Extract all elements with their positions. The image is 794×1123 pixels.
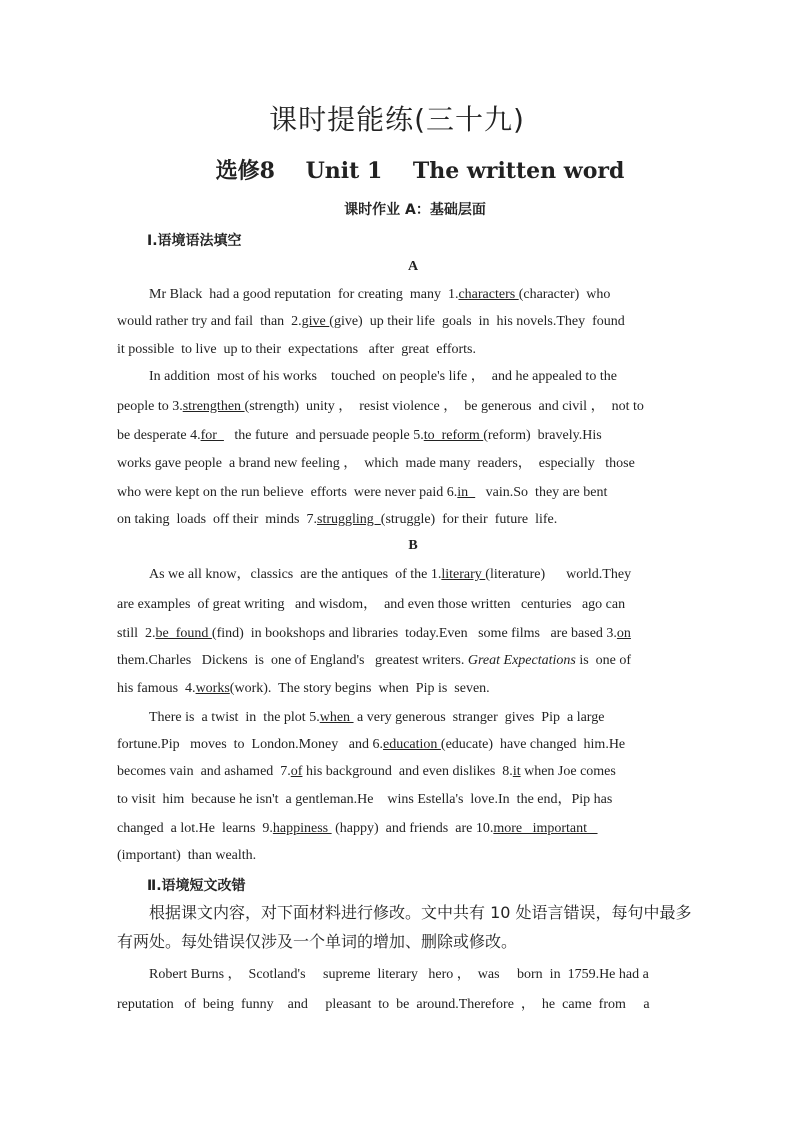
subtitle-unit: Unit 1 <box>305 158 383 184</box>
passage-text: a very generous stranger gives Pip a large <box>353 710 605 725</box>
answer-blank: on <box>616 626 631 641</box>
answer-blank: to reform <box>423 428 484 443</box>
passage-text: (strength) unity ， resist violence ， be generous and civil ， not to <box>244 399 644 414</box>
passage-line <box>117 341 677 359</box>
passage-line <box>117 820 677 838</box>
passage-text: fortune.Pip moves to London.Money and 6. <box>117 737 383 752</box>
passage-text: the future and persuade people 5. <box>223 428 424 443</box>
answer-blank: strengthen <box>182 399 245 414</box>
answer-blank: education <box>382 737 441 752</box>
passage-text: (struggle) for their future life. <box>380 512 558 527</box>
section1-heading: Ⅰ.语境语法填空 <box>147 233 242 249</box>
passage-text: (educate) have changed him.He <box>440 737 626 752</box>
passage-text: (character) who <box>518 287 611 302</box>
answer-blank: for <box>200 428 224 443</box>
instruction-line: 有两处。每处错误仅涉及一个单词的增加、删除或修改。 <box>117 932 518 951</box>
answer-blank: be found <box>155 626 212 641</box>
answer-blank: it <box>512 764 521 779</box>
passage-text: (reform) bravely.His <box>483 428 602 443</box>
answer-blank: give <box>301 314 330 329</box>
passage-text: who were kept on the run believe efforts were never paid 6. <box>117 485 458 500</box>
passage-line <box>149 368 677 386</box>
answer-blank: of <box>290 764 303 779</box>
passage-line <box>117 313 677 331</box>
partB-letter: B <box>408 538 418 553</box>
passage-line <box>117 511 677 529</box>
passage-line <box>117 847 677 865</box>
passage-line <box>117 484 677 502</box>
passage-line <box>117 455 677 473</box>
answer-blank: in <box>457 485 476 500</box>
passage-text: works gave people a brand new feeling ， which made many readers， especially those <box>117 456 635 471</box>
passage-text: vain.So they are bent <box>475 485 608 500</box>
partA-letter: A <box>407 259 419 274</box>
page-subtitle <box>0 154 794 185</box>
answer-blank: more important <box>493 821 598 836</box>
passage-line <box>117 791 677 809</box>
answer-blank: works <box>195 681 230 696</box>
passage-text: (work). The story begins when Pip is seven. <box>229 681 490 696</box>
passage-text: to visit him because he isn't a gentleman.He wins Estella's love.In the end，Pip has <box>117 792 613 807</box>
passage-text: on taking loads off their minds 7. <box>117 512 317 527</box>
passage-line <box>117 652 677 670</box>
passage-line <box>117 427 677 445</box>
page-title: 课时提能练(三十九) <box>269 103 525 136</box>
subtitle-module: 选修8 <box>215 158 275 184</box>
answer-blank: happiness <box>272 821 332 836</box>
passage-text: be desperate 4. <box>117 428 201 443</box>
homework-label: 课时作业 A：基础层面 <box>344 202 486 218</box>
answer-blank: when <box>319 710 354 725</box>
passage-line <box>149 286 677 304</box>
passage-text: In addition most of his works touched on people's life ， and he appealed to the <box>149 369 617 384</box>
subtitle-topic: The written word <box>412 158 625 184</box>
answer-blank: literary <box>441 567 486 582</box>
passage-text: Mr Black had a good reputation for creating many 1. <box>149 287 459 302</box>
passage-text: (literature) world.They <box>485 567 632 582</box>
passage-text: them.Charles Dickens is one of England's greatest writers. <box>117 653 468 668</box>
passage-text: (happy) and friends are 10. <box>331 821 494 836</box>
passage-text: As we all know，classics are the antiques of the 1. <box>149 567 442 582</box>
passage-line <box>117 736 677 754</box>
passage-text: his famous 4. <box>117 681 196 696</box>
book-title: Great Expectations <box>467 653 576 668</box>
passage-text: when Joe comes <box>520 764 616 779</box>
passage-line: Robert Burns ， Scotland's supreme literary hero ， was born in 1759.He had a <box>149 967 649 982</box>
passage-line <box>117 680 677 698</box>
passage-line <box>149 566 677 584</box>
passage-text: (find) in bookshops and libraries today.Even some films are based 3. <box>211 626 617 641</box>
answer-blank: characters <box>458 287 519 302</box>
passage-text: still 2. <box>117 626 156 641</box>
passage-line <box>117 625 677 643</box>
passage-text: would rather try and fail than 2. <box>117 314 302 329</box>
passage-text: (important) than wealth. <box>117 848 257 863</box>
passage-line <box>117 398 677 416</box>
section2-heading: Ⅱ.语境短文改错 <box>147 878 246 894</box>
passage-text: his background and even dislikes 8. <box>302 764 513 779</box>
passage-text: it possible to live up to their expectations after great efforts. <box>117 342 476 357</box>
passage-line: reputation of being funny and pleasant to be around.Therefore ， he came from a <box>117 997 650 1012</box>
instruction-line: 根据课文内容，对下面材料进行修改。文中共有 10 处语言错误，每句中最多 <box>149 903 692 922</box>
answer-blank: struggling <box>317 512 381 527</box>
passage-text: are examples of great writing and wisdom， and even those written centuries ago can <box>117 597 626 612</box>
passage-text: people to 3. <box>117 399 183 414</box>
passage-line <box>117 763 677 781</box>
passage-line <box>117 596 677 614</box>
passage-text: changed a lot.He learns 9. <box>117 821 273 836</box>
passage-text: There is a twist in the plot 5. <box>149 710 320 725</box>
passage-text: (give) up their life goals in his novels.They found <box>329 314 625 329</box>
passage-line <box>149 709 677 727</box>
passage-text: is one of <box>575 653 632 668</box>
passage-text: becomes vain and ashamed 7. <box>117 764 291 779</box>
